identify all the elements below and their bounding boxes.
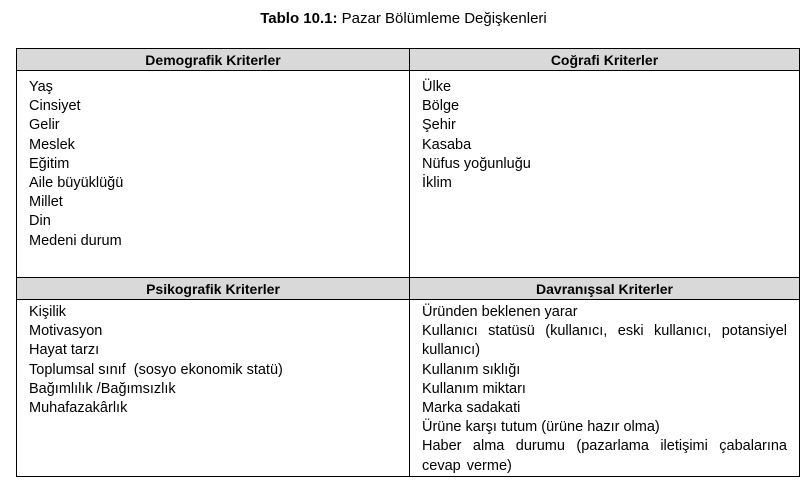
list-item: Gelir bbox=[29, 117, 60, 134]
psychographic-header: Psikografik Kriterler bbox=[17, 278, 410, 300]
list-item: Kullanım miktarı bbox=[422, 380, 526, 397]
list-item: Üründen beklenen yarar bbox=[422, 304, 578, 320]
geographic-header: Coğrafi Kriterler bbox=[410, 49, 800, 71]
behavioral-header: Davranışsal Kriterler bbox=[410, 278, 800, 300]
list-item: Kasaba bbox=[422, 136, 472, 153]
list-item: Cinsiyet bbox=[29, 98, 81, 115]
list-item: Ülke bbox=[422, 79, 452, 95]
list-item: Kullanıcı statüsü (kullanıcı, eski kullanıcı, potansiyel kullanıcı) bbox=[422, 323, 787, 359]
behavioral-cell bbox=[410, 300, 800, 477]
list-item: Aile büyüklüğü bbox=[29, 175, 124, 192]
list-item: Marka sadakati bbox=[422, 400, 521, 417]
demographic-cell bbox=[17, 71, 410, 278]
list-item: Toplumsal sınıf (sosyo ekonomik statü) bbox=[29, 361, 283, 378]
list-item: Meslek bbox=[29, 136, 75, 153]
list-item: Din bbox=[29, 213, 51, 230]
list-item: Bağımlılık /Bağımsızlık bbox=[29, 380, 176, 397]
geographic-cell bbox=[410, 71, 800, 278]
list-item: Nüfus yoğunluğu bbox=[422, 155, 531, 172]
list-item: İklim bbox=[422, 175, 452, 192]
list-item: Şehir bbox=[422, 117, 456, 134]
list-item: Medeni durum bbox=[29, 232, 122, 249]
list-item: Motivasyon bbox=[29, 323, 103, 340]
list-item: Ürüne karşı tutum (ürüne hazır olma) bbox=[422, 419, 660, 436]
demographic-header: Demografik Kriterler bbox=[17, 49, 410, 71]
list-item: Bölge bbox=[422, 98, 460, 115]
list-item: Yaş bbox=[29, 79, 53, 95]
table-caption bbox=[0, 10, 807, 28]
list-item: Kullanım sıklığı bbox=[422, 361, 521, 378]
list-item: Eğitim bbox=[29, 155, 70, 172]
psychographic-cell bbox=[17, 300, 410, 477]
list-item: Kişilik bbox=[29, 304, 67, 320]
list-item: Muhafazakârlık bbox=[29, 400, 128, 417]
list-item: Millet bbox=[29, 194, 63, 211]
caption-label: Tablo 10.1: bbox=[260, 10, 338, 27]
segmentation-table bbox=[16, 48, 800, 477]
list-item: Hayat tarzı bbox=[29, 342, 100, 359]
caption-title: Pazar Bölümleme Değişkenleri bbox=[341, 10, 547, 27]
list-item: Haber alma durumu (pazarlama iletişimi çabalarına cevap verme) bbox=[422, 438, 787, 474]
